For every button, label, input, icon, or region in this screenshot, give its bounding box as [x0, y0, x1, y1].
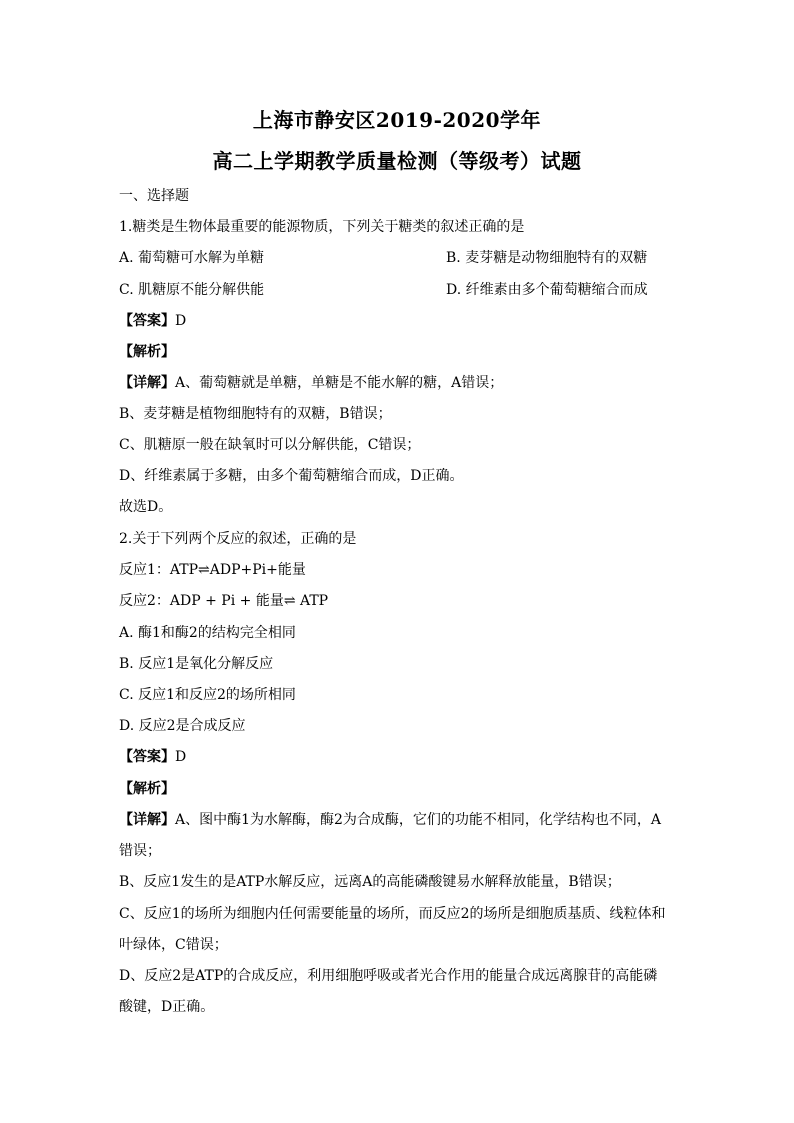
question-2-answer	[119, 748, 186, 766]
question-2-option-b: B. 反应1是氧化分解反应	[119, 656, 274, 672]
question-2-detail-4-cont: 酸键，D正确。	[119, 999, 215, 1015]
question-2-detail-1-cont: 错误；	[119, 843, 161, 859]
question-2-option-c: C. 反应1和反应2的场所相同	[119, 687, 296, 703]
detail-text: A、葡萄糖就是单糖，单糖是不能水解的糖，A错误；	[175, 375, 504, 391]
question-2-analysis-label: 【解析】	[119, 781, 175, 797]
question-1-stem: 1.糖类是生物体最重要的能源物质，下列关于糖类的叙述正确的是	[119, 219, 525, 235]
question-2-reaction-2: 反应2：ADP + Pi + 能量⇌ ATP	[119, 593, 329, 609]
question-1-analysis-label: 【解析】	[119, 344, 175, 360]
detail-label: 【详解】	[119, 375, 175, 391]
question-1-answer	[119, 312, 186, 330]
answer-value: D	[175, 313, 187, 329]
question-1-option-a: A. 葡萄糖可水解为单糖	[119, 250, 265, 266]
question-1-detail-4: D、纤维素属于多糖，由多个葡萄糖缩合而成，D正确。	[119, 468, 464, 484]
question-2-option-a: A. 酶1和酶2的结构完全相同	[119, 625, 296, 641]
answer-value: D	[175, 749, 187, 765]
answer-label: 【答案】	[119, 313, 175, 329]
question-1-detail-3: C、肌糖原一般在缺氧时可以分解供能，C错误；	[119, 437, 421, 453]
question-1-option-d: D. 纤维素由多个葡萄糖缩合而成	[446, 282, 648, 298]
question-2-detail-3-cont: 叶绿体，C错误；	[119, 937, 228, 953]
question-2-detail-3: C、反应1的场所为细胞内任何需要能量的场所，而反应2的场所是细胞质基质、线粒体和	[119, 906, 666, 922]
question-1-conclusion: 故选D。	[119, 499, 173, 515]
question-2-stem: 2.关于下列两个反应的叙述，正确的是	[119, 531, 357, 547]
question-2-detail-4: D、反应2是ATP的合成反应，利用细胞呼吸或者光合作用的能量合成远离腺苷的高能磷	[119, 968, 658, 984]
detail-text: A、图中酶1为水解酶，酶2为合成酶，它们的功能不相同，化学结构也不同，A	[175, 812, 662, 828]
document-title-line-2: 高二上学期教学质量检测（等级考）试题	[212, 149, 582, 173]
question-1-option-c: C. 肌糖原不能分解供能	[119, 282, 265, 298]
detail-label: 【详解】	[119, 812, 175, 828]
answer-label: 【答案】	[119, 749, 175, 765]
question-2-option-d: D. 反应2是合成反应	[119, 718, 246, 734]
question-1-detail-1	[119, 374, 503, 392]
section-heading: 一、选择题	[119, 188, 189, 204]
question-1-detail-2: B、麦芽糖是植物细胞特有的双糖，B错误；	[119, 406, 392, 422]
question-2-detail-1	[119, 811, 661, 829]
question-1-option-b: B. 麦芽糖是动物细胞特有的双糖	[446, 250, 648, 266]
question-2-reaction-1: 反应1：ATP⇌ADP+Pi+能量	[119, 562, 306, 578]
question-2-detail-2: B、反应1发生的是ATP水解反应，远离A的高能磷酸键易水解释放能量，B错误；	[119, 874, 621, 890]
document-title-line-1: 上海市静安区2019-2020学年	[252, 108, 542, 132]
